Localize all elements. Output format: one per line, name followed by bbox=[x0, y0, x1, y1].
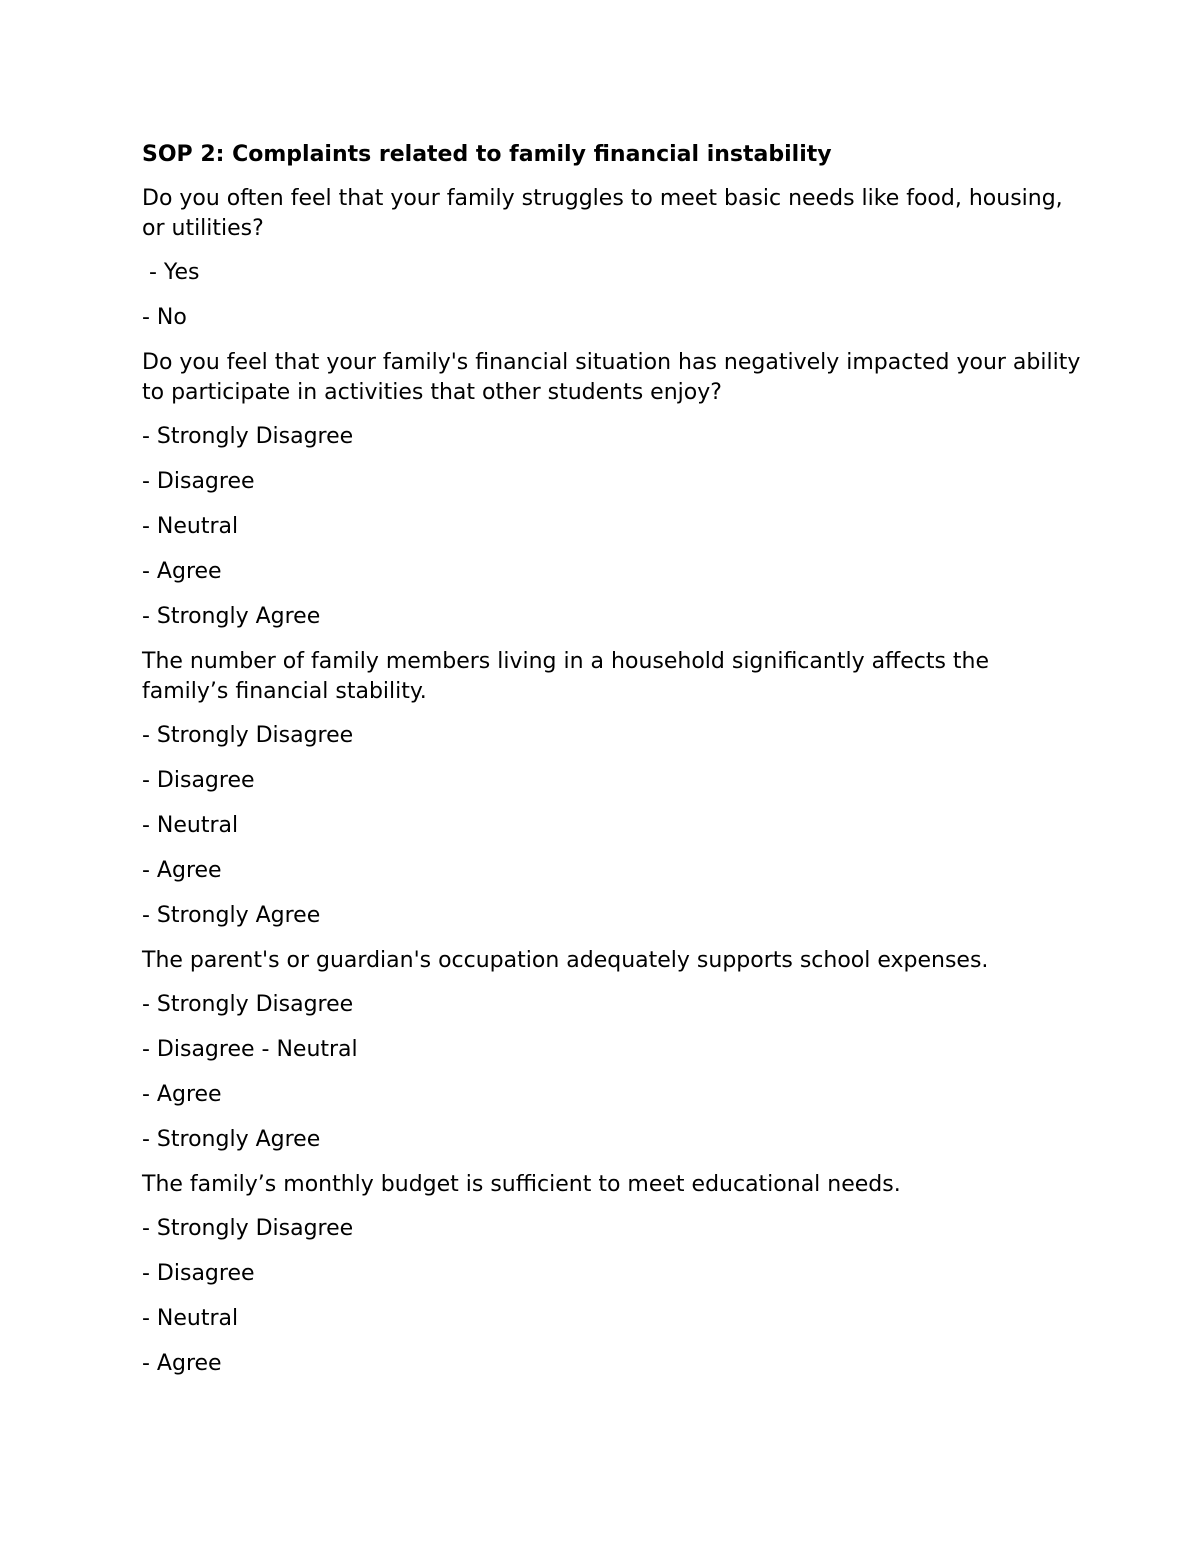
document-title: SOP 2: Complaints related to family financial instability bbox=[142, 142, 832, 167]
question-text: The parent's or guardian's occupation adequately supports school expenses. bbox=[142, 948, 989, 973]
question-block-5 bbox=[142, 1170, 1082, 1379]
answer-option: - No bbox=[142, 305, 187, 330]
question-block-3 bbox=[142, 647, 1082, 931]
answer-option: - Agree bbox=[142, 1351, 222, 1376]
answer-option: - Disagree - Neutral bbox=[142, 1037, 358, 1062]
answer-option: - Strongly Agree bbox=[142, 903, 321, 928]
answer-option: - Disagree bbox=[142, 469, 255, 494]
answer-option: - Strongly Agree bbox=[142, 1127, 321, 1152]
answer-option: - Yes bbox=[142, 260, 200, 285]
answer-option: - Neutral bbox=[142, 1306, 239, 1331]
question-text: The number of family members living in a household significantly affects the family’s financial stability. bbox=[142, 649, 990, 704]
question-block-1 bbox=[142, 184, 1082, 333]
question-text: The family’s monthly budget is sufficient to meet educational needs. bbox=[142, 1172, 901, 1197]
answer-option: - Disagree bbox=[142, 1261, 255, 1286]
question-text: Do you feel that your family's financial situation has negatively impacted your ability to participate in activities that other students enjoy? bbox=[142, 350, 1081, 405]
answer-option: - Strongly Agree bbox=[142, 604, 321, 629]
answer-option: - Neutral bbox=[142, 514, 239, 539]
answer-option: - Neutral bbox=[142, 813, 239, 838]
answer-option: - Strongly Disagree bbox=[142, 424, 354, 449]
document-page bbox=[142, 140, 1082, 1394]
answer-option: - Agree bbox=[142, 559, 222, 584]
answer-option: - Disagree bbox=[142, 768, 255, 793]
question-text: Do you often feel that your family struggles to meet basic needs like food, housing, or utilities? bbox=[142, 186, 1063, 241]
question-block-2 bbox=[142, 348, 1082, 632]
answer-option: - Strongly Disagree bbox=[142, 992, 354, 1017]
question-block-4 bbox=[142, 946, 1082, 1155]
answer-option: - Agree bbox=[142, 858, 222, 883]
answer-option: - Strongly Disagree bbox=[142, 1216, 354, 1241]
answer-option: - Strongly Disagree bbox=[142, 723, 354, 748]
answer-option: - Agree bbox=[142, 1082, 222, 1107]
